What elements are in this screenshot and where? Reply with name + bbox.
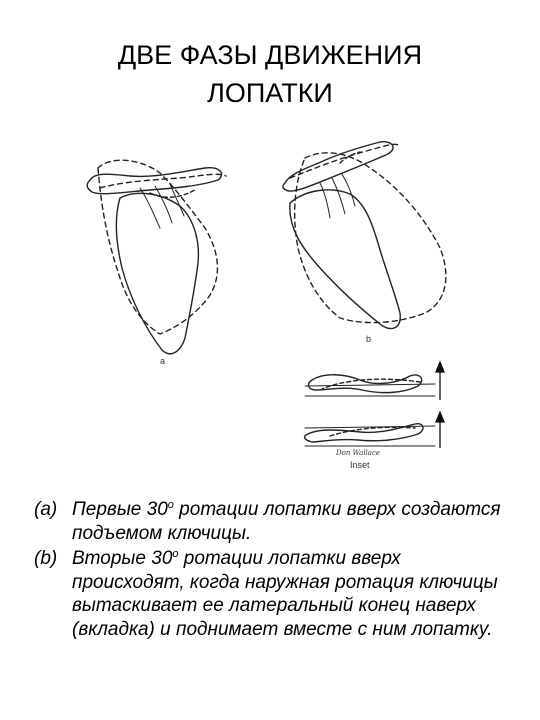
slide-title bbox=[0, 36, 540, 112]
title-line-1: ДВЕ ФАЗЫ ДВИЖЕНИЯ bbox=[117, 40, 423, 70]
degree-sup-b: o bbox=[172, 548, 179, 560]
panel-b-clavicle bbox=[283, 142, 393, 191]
panel-a-scapula bbox=[116, 193, 198, 353]
panel-b-scapula-rest bbox=[295, 153, 446, 323]
inset-clavicle-upper bbox=[309, 375, 422, 393]
caption-item-b bbox=[34, 547, 514, 641]
caption-item-a bbox=[34, 498, 514, 545]
title-line-2: ЛОПАТКИ bbox=[207, 78, 333, 108]
caption-b-text-start: Вторые 30 bbox=[72, 548, 173, 569]
inset-label: Inset bbox=[350, 460, 370, 470]
caption-b-text-end: ротации лопатки вверх происходят, когда наружная ротация ключицы вытаскивает ее латеральный конец наверх (вкладка) и поднимает вместе с ним лопатку. bbox=[72, 548, 498, 640]
caption bbox=[34, 498, 514, 643]
panel-a-clavicle bbox=[87, 168, 221, 194]
caption-a-text-start: Первые 30 bbox=[72, 499, 168, 520]
panel-b-scapula bbox=[290, 190, 400, 329]
panel-b-label: b bbox=[366, 334, 372, 344]
caption-a-text-end: ротации лопатки вверх создаются подъемом ключицы. bbox=[72, 499, 501, 544]
signature: Don Wallace bbox=[336, 449, 381, 457]
panel-a-scapula-rest bbox=[98, 160, 217, 334]
scapula-figure bbox=[80, 128, 480, 478]
panel-a-label: a bbox=[160, 356, 166, 366]
scapula-illustration bbox=[80, 128, 480, 478]
caption-marker-b: (b) bbox=[34, 548, 58, 569]
caption-marker-a: (a) bbox=[34, 499, 58, 520]
inset-arrows bbox=[436, 362, 444, 448]
degree-sup-a: o bbox=[167, 499, 174, 511]
